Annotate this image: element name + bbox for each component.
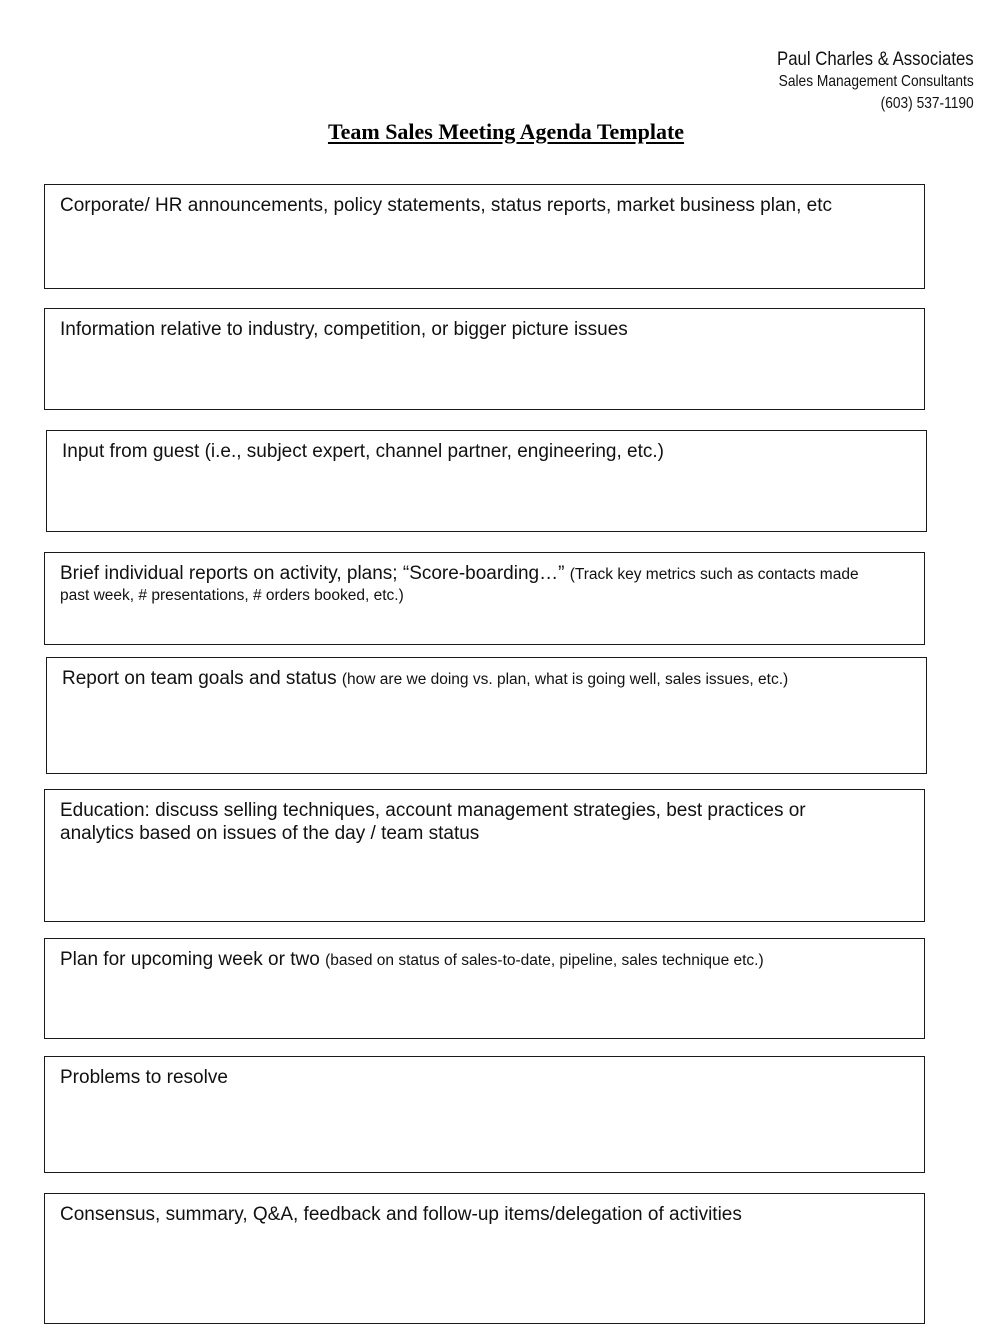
company-name: Paul Charles & Associates <box>777 48 974 70</box>
company-tagline: Sales Management Consultants <box>778 73 974 90</box>
company-phone: (603) 537-1190 <box>880 95 974 112</box>
agenda-item-label: Brief individual reports on activity, plans; “Score-boarding…” <box>60 563 565 584</box>
agenda-box-industry[interactable] <box>44 308 925 410</box>
agenda-box-individual-reports[interactable] <box>44 552 925 645</box>
agenda-item-label: Plan for upcoming week or two <box>60 949 320 970</box>
agenda-item-label: Consensus, summary, Q&A, feedback and follow-up items/delegation of activities <box>60 1204 742 1225</box>
page-title: Team Sales Meeting Agenda Template <box>327 119 685 144</box>
agenda-box-team-goals[interactable] <box>46 657 927 774</box>
agenda-item-note: (based on status of sales-to-date, pipeline, sales technique etc.) <box>325 952 764 969</box>
agenda-item-note: (how are we doing vs. plan, what is going well, sales issues, etc.) <box>341 671 789 688</box>
agenda-item-label: Report on team goals and status <box>62 668 337 689</box>
agenda-box-consensus[interactable] <box>44 1193 925 1324</box>
agenda-box-guest[interactable] <box>46 430 927 532</box>
agenda-box-plan[interactable] <box>44 938 925 1039</box>
agenda-item-label: Education: discuss selling techniques, account management strategies, best practices or analytics based on issues of the day / team status <box>60 800 806 844</box>
agenda-item-label: Corporate/ HR announcements, policy statements, status reports, market business plan, etc <box>60 195 832 216</box>
company-header <box>745 47 974 115</box>
agenda-item-label: Information relative to industry, competition, or bigger picture issues <box>60 319 628 340</box>
agenda-item-label: Input from guest (i.e., subject expert, channel partner, engineering, etc.) <box>62 441 665 462</box>
agenda-item-label: Problems to resolve <box>60 1067 228 1088</box>
agenda-box-problems[interactable] <box>44 1056 925 1173</box>
agenda-item-note: (Track key metrics such as contacts made <box>569 566 859 583</box>
agenda-box-corporate[interactable] <box>44 184 925 289</box>
agenda-box-education[interactable] <box>44 789 925 922</box>
agenda-item-note-continued: past week, # presentations, # orders booked, etc.) <box>60 587 404 604</box>
